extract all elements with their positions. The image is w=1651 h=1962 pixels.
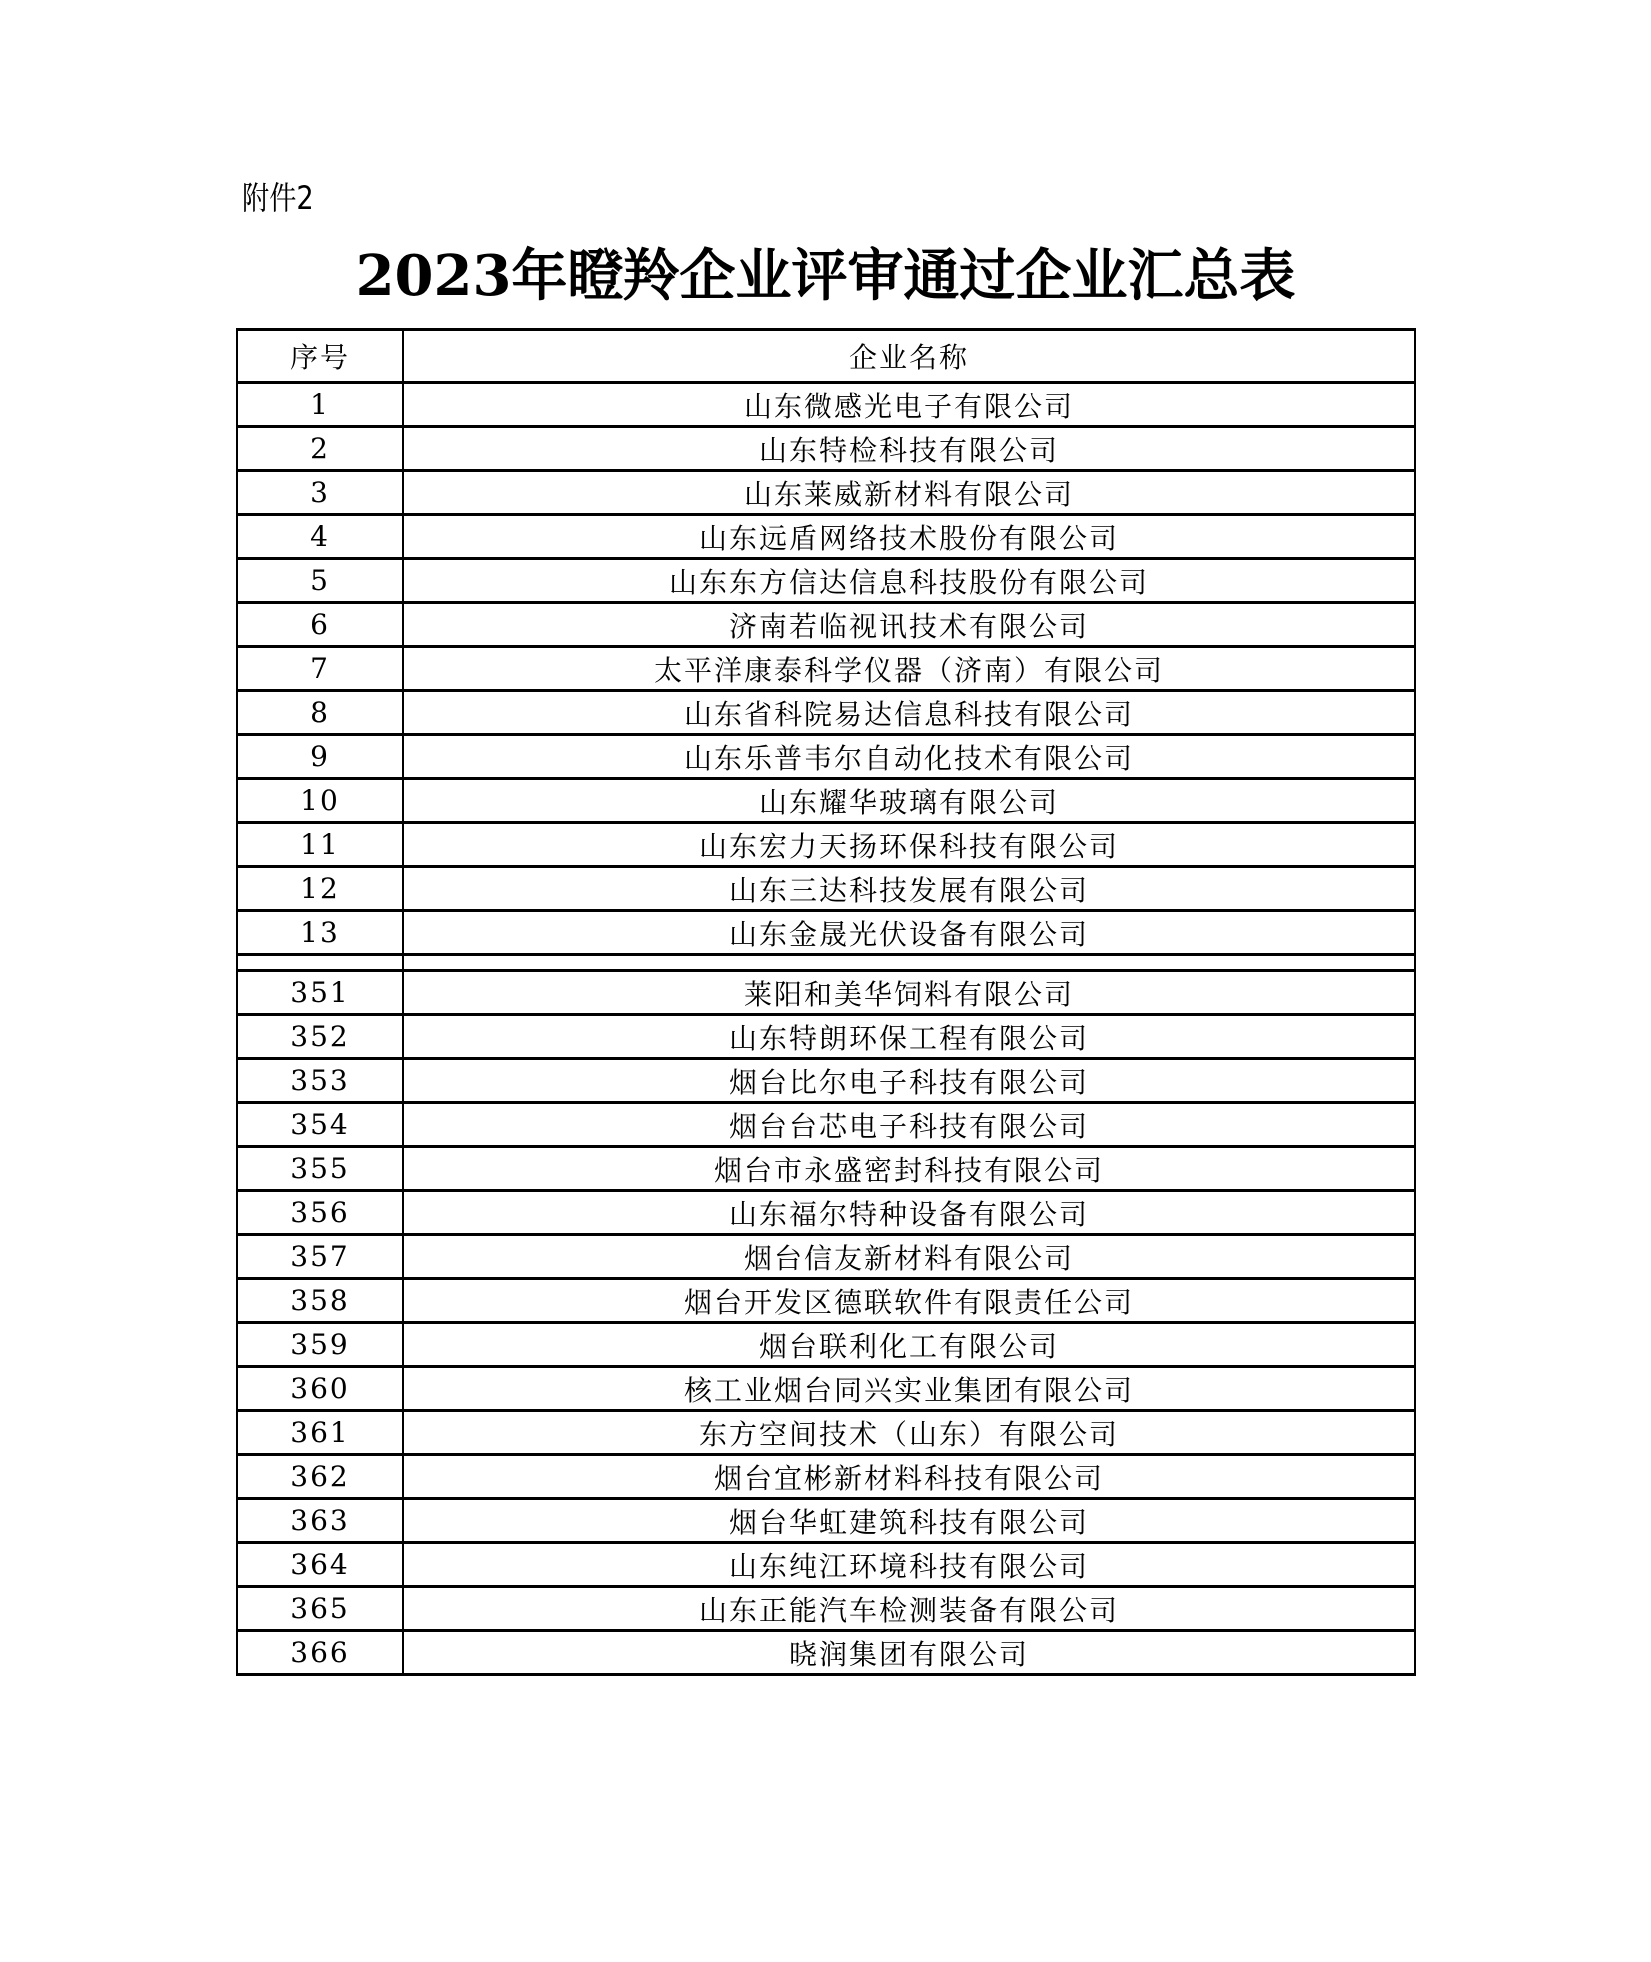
table-row xyxy=(237,515,1415,559)
table-row xyxy=(237,1587,1415,1631)
company-name-cell: 晓润集团有限公司 xyxy=(403,1631,1415,1675)
company-name-cell: 烟台宜彬新材料科技有限公司 xyxy=(403,1455,1415,1499)
company-name-cell: 山东耀华玻璃有限公司 xyxy=(403,779,1415,823)
table-row xyxy=(237,691,1415,735)
serial-number-cell: 3 xyxy=(237,471,403,515)
table-row xyxy=(237,1631,1415,1675)
company-name-cell: 太平洋康泰科学仪器（济南）有限公司 xyxy=(403,647,1415,691)
table-gap xyxy=(237,955,1415,971)
company-name-cell: 烟台联利化工有限公司 xyxy=(403,1323,1415,1367)
serial-number-cell: 5 xyxy=(237,559,403,603)
table-row xyxy=(237,867,1415,911)
company-name-cell: 山东特朗环保工程有限公司 xyxy=(403,1015,1415,1059)
company-name-cell: 山东宏力天扬环保科技有限公司 xyxy=(403,823,1415,867)
serial-number-cell: 351 xyxy=(237,971,403,1015)
company-name-cell: 山东乐普韦尔自动化技术有限公司 xyxy=(403,735,1415,779)
serial-number-cell: 9 xyxy=(237,735,403,779)
table-header-row xyxy=(237,330,1415,383)
company-name-cell: 山东三达科技发展有限公司 xyxy=(403,867,1415,911)
table-row xyxy=(237,1543,1415,1587)
table-row xyxy=(237,1367,1415,1411)
table-row xyxy=(237,471,1415,515)
company-name-cell: 山东正能汽车检测装备有限公司 xyxy=(403,1587,1415,1631)
table-row xyxy=(237,1015,1415,1059)
serial-number-cell: 353 xyxy=(237,1059,403,1103)
serial-number-cell: 354 xyxy=(237,1103,403,1147)
serial-number-cell: 360 xyxy=(237,1367,403,1411)
company-name-cell: 核工业烟台同兴实业集团有限公司 xyxy=(403,1367,1415,1411)
serial-number-cell: 12 xyxy=(237,867,403,911)
table-row xyxy=(237,735,1415,779)
serial-number-cell: 363 xyxy=(237,1499,403,1543)
header-company-name: 企业名称 xyxy=(403,330,1415,383)
table-row xyxy=(237,971,1415,1015)
serial-number-cell: 7 xyxy=(237,647,403,691)
serial-number-cell: 355 xyxy=(237,1147,403,1191)
serial-number-cell: 357 xyxy=(237,1235,403,1279)
table-row xyxy=(237,1323,1415,1367)
serial-number-cell: 11 xyxy=(237,823,403,867)
serial-number-cell: 8 xyxy=(237,691,403,735)
company-name-cell: 山东省科院易达信息科技有限公司 xyxy=(403,691,1415,735)
serial-number-cell: 365 xyxy=(237,1587,403,1631)
table-row xyxy=(237,647,1415,691)
table-row xyxy=(237,823,1415,867)
serial-number-cell: 10 xyxy=(237,779,403,823)
table-row xyxy=(237,427,1415,471)
table-row xyxy=(237,1235,1415,1279)
serial-number-cell: 13 xyxy=(237,911,403,955)
company-name-cell: 山东福尔特种设备有限公司 xyxy=(403,1191,1415,1235)
serial-number-cell: 2 xyxy=(237,427,403,471)
serial-number-cell: 356 xyxy=(237,1191,403,1235)
table-row xyxy=(237,911,1415,955)
company-table xyxy=(236,328,1416,1676)
table-row xyxy=(237,1191,1415,1235)
serial-number-cell: 366 xyxy=(237,1631,403,1675)
table-row xyxy=(237,383,1415,427)
serial-number-cell: 1 xyxy=(237,383,403,427)
serial-number-cell: 364 xyxy=(237,1543,403,1587)
company-name-cell: 山东纯江环境科技有限公司 xyxy=(403,1543,1415,1587)
table-body-bottom xyxy=(237,971,1415,1675)
table-body-top xyxy=(237,383,1415,955)
document-title: 2023年瞪羚企业评审通过企业汇总表 xyxy=(355,243,1296,309)
serial-number-cell: 359 xyxy=(237,1323,403,1367)
header-serial-number: 序号 xyxy=(237,330,403,383)
company-name-cell: 山东金晟光伏设备有限公司 xyxy=(403,911,1415,955)
company-name-cell: 莱阳和美华饲料有限公司 xyxy=(403,971,1415,1015)
company-name-cell: 东方空间技术（山东）有限公司 xyxy=(403,1411,1415,1455)
table-row xyxy=(237,1059,1415,1103)
table-row xyxy=(237,1455,1415,1499)
company-name-cell: 烟台开发区德联软件有限责任公司 xyxy=(403,1279,1415,1323)
company-name-cell: 山东东方信达信息科技股份有限公司 xyxy=(403,559,1415,603)
serial-number-cell: 362 xyxy=(237,1455,403,1499)
company-name-cell: 山东微感光电子有限公司 xyxy=(403,383,1415,427)
serial-number-cell: 4 xyxy=(237,515,403,559)
serial-number-cell: 361 xyxy=(237,1411,403,1455)
company-name-cell: 烟台台芯电子科技有限公司 xyxy=(403,1103,1415,1147)
company-name-cell: 烟台华虹建筑科技有限公司 xyxy=(403,1499,1415,1543)
company-name-cell: 山东远盾网络技术股份有限公司 xyxy=(403,515,1415,559)
serial-number-cell: 358 xyxy=(237,1279,403,1323)
table-row xyxy=(237,559,1415,603)
table-row xyxy=(237,1411,1415,1455)
table-row xyxy=(237,1103,1415,1147)
table-row xyxy=(237,1279,1415,1323)
table-row xyxy=(237,779,1415,823)
table-row xyxy=(237,1147,1415,1191)
table-row xyxy=(237,603,1415,647)
gap-row xyxy=(237,955,1415,971)
company-name-cell: 济南若临视讯技术有限公司 xyxy=(403,603,1415,647)
serial-number-cell: 6 xyxy=(237,603,403,647)
company-name-cell: 烟台信友新材料有限公司 xyxy=(403,1235,1415,1279)
attachment-label: 附件2 xyxy=(242,179,314,217)
table-row xyxy=(237,1499,1415,1543)
company-name-cell: 烟台比尔电子科技有限公司 xyxy=(403,1059,1415,1103)
company-name-cell: 山东莱威新材料有限公司 xyxy=(403,471,1415,515)
company-name-cell: 烟台市永盛密封科技有限公司 xyxy=(403,1147,1415,1191)
serial-number-cell: 352 xyxy=(237,1015,403,1059)
company-name-cell: 山东特检科技有限公司 xyxy=(403,427,1415,471)
